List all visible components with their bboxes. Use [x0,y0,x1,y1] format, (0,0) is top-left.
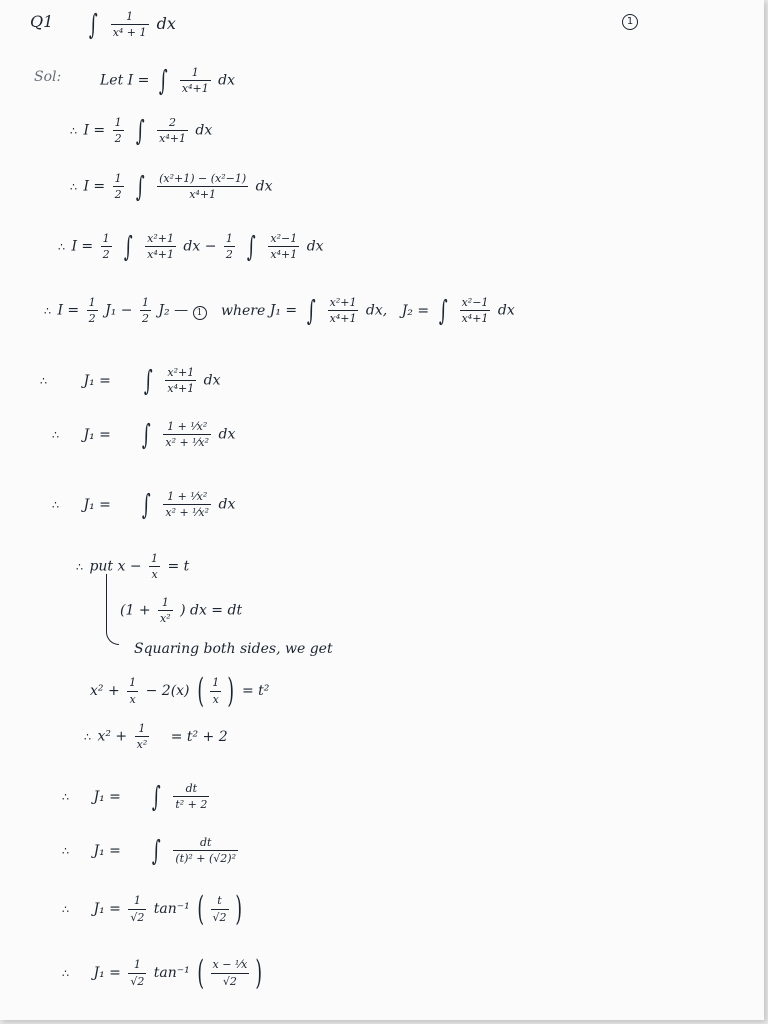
line-i-two-integrals: ∴ I = $\frac{1}{2}$ ∫ $\frac{\text{x²+1}}{\text{x⁴+1}}$ dx − $\frac{1}{2}$ ∫ $\frac{\text{x²−1}}{\text{x⁴+1}}$ dx [58,229,324,263]
equation-number-badge: 1 [193,306,207,320]
question-integral: ∫ $\frac{1}{\text{x⁴ + 1}}$ dx [88,7,176,41]
line-i-half-2: ∴ I = $\frac{1}{2}$ ∫ $\frac{2}{\text{x⁴+1}}$ dx [70,113,213,147]
page-number-badge: 1 [622,14,638,30]
line-substitution: ∴ put x − $\frac{1}{x}$ = t [76,552,190,582]
line-squared-expansion: x² + $\frac{1}{x}$ − 2(x) ( $\frac{1}{x}$ ) = t² [90,671,270,711]
line-j1-arctan-x: ∴ J₁ = $\frac{1}{√2}$ tan⁻¹ ( $\frac{\text{x − ¹⁄x}}{√2}$ ) [62,953,263,993]
line-j1-definition: ∴ J₁ = ∫ $\frac{\text{x²+1}}{\text{x⁴+1}}$ dx [40,363,221,397]
line-x2-plus-inverse: ∴ x² + $\frac{1}{\text{x²}}$ = t² + 2 [84,722,228,752]
integral-sign: ∫ [88,7,98,41]
line-let-i: Let I = ∫ $\frac{1}{\text{x⁴+1}}$ dx [100,63,236,97]
line-i-in-terms-of-j: ∴ I = $\frac{1}{2}$ J₁ − $\frac{1}{2}$ J₂ — 1 where J₁ = ∫ $\frac{\text{x²+1}}{\text{x⁴+1}}$ dx, J₂ = ∫ $\frac{\text{x²−1}}{\text{x⁴+1}}$ dx [44,293,515,327]
question-fraction: $\frac{1}{\text{x⁴ + 1}}$ [112,10,147,40]
line-j1-in-t: ∴ J₁ = ∫ $\frac{dt}{\text{t² + 2}}$ [62,779,208,813]
line-j1-divide-x2: ∴ J₁ = ∫ $\frac{\text{1 + ¹⁄x²}}{\text{x² + ¹⁄x²}}$ dx [52,417,236,451]
line-differential: (1 + $\frac{1}{\text{x²}}$ ) dx = dt [120,596,243,626]
line-squaring-note: Squaring both sides, we get [134,641,333,657]
margin-arrow [106,574,119,645]
line-i-split-numerator: ∴ I = $\frac{1}{2}$ ∫ $\frac{\text{(x²+1) − (x²−1)}}{\text{x⁴+1}}$ dx [70,169,273,203]
line-j1-standard-form: ∴ J₁ = ∫ $\frac{dt}{\text{(t)² + (√2)²}}$ [62,833,236,867]
sol-label: Sol: [34,69,62,85]
line-j1-arctan-t: ∴ J₁ = $\frac{1}{√2}$ tan⁻¹ ( $\frac{t}{√2}$ ) [62,889,242,929]
line-j1-repeat: ∴ J₁ = ∫ $\frac{\text{1 + ¹⁄x²}}{\text{x² + ¹⁄x²}}$ dx [52,487,236,521]
question-label: Q1 [30,12,54,31]
